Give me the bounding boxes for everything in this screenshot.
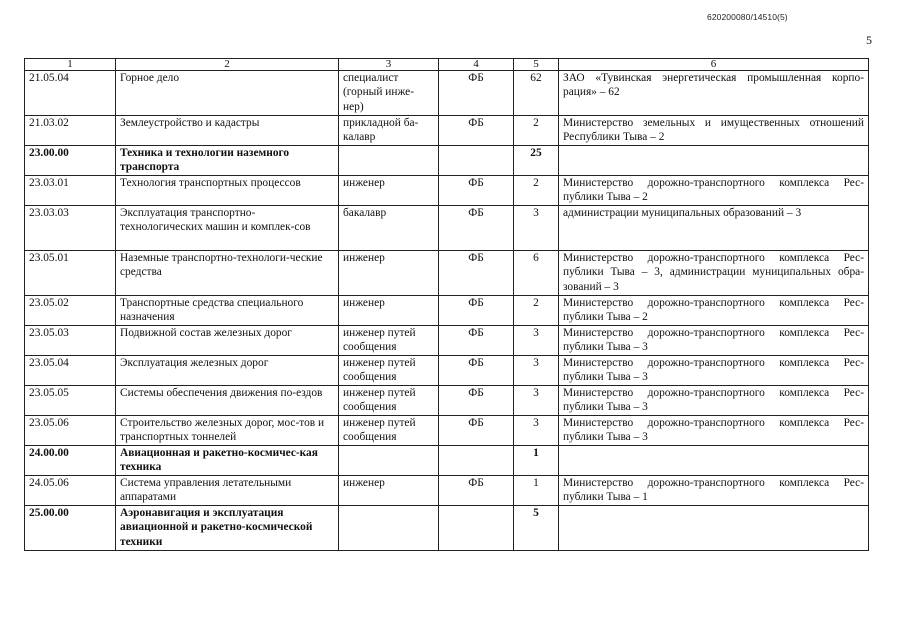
specialty-name-cell: Наземные транспортно-технологи-ческие средства bbox=[116, 250, 339, 295]
specialty-name-cell: Горное дело bbox=[116, 71, 339, 116]
table-body bbox=[25, 71, 869, 551]
funding-cell bbox=[439, 145, 514, 175]
table-row bbox=[25, 475, 869, 505]
count-cell: 3 bbox=[514, 415, 559, 445]
funding-cell: ФБ bbox=[439, 415, 514, 445]
qualification-cell: инженер bbox=[339, 175, 439, 205]
funding-cell: ФБ bbox=[439, 475, 514, 505]
qualification-cell: инженер путей сообщения bbox=[339, 355, 439, 385]
table-row bbox=[25, 205, 869, 250]
group-row bbox=[25, 505, 869, 550]
page-number: 5 bbox=[866, 33, 872, 47]
code-cell: 23.05.02 bbox=[25, 295, 116, 325]
distribution-cell: Министерство дорожно-транспортного комплекса Рес-публики Тыва – 1 bbox=[559, 475, 869, 505]
table-row bbox=[25, 355, 869, 385]
column-header: 5 bbox=[514, 59, 559, 71]
qualification-cell: инженер путей сообщения bbox=[339, 385, 439, 415]
qualification-cell: прикладной ба-калавр bbox=[339, 116, 439, 146]
code-cell: 23.05.05 bbox=[25, 385, 116, 415]
code-cell: 23.05.01 bbox=[25, 250, 116, 295]
column-header: 3 bbox=[339, 59, 439, 71]
specialty-name-cell: Строительство железных дорог, мос-тов и транспортных тоннелей bbox=[116, 415, 339, 445]
specialty-name-cell: Аэронавигация и эксплуатация авиационной и ракетно-космической техники bbox=[116, 505, 339, 550]
table-row bbox=[25, 175, 869, 205]
qualification-cell bbox=[339, 505, 439, 550]
specialty-name-cell: Подвижной состав железных дорог bbox=[116, 325, 339, 355]
funding-cell bbox=[439, 505, 514, 550]
document-id: 620200080/14510(5) bbox=[707, 12, 788, 22]
table-row bbox=[25, 415, 869, 445]
column-header: 4 bbox=[439, 59, 514, 71]
code-cell: 23.05.06 bbox=[25, 415, 116, 445]
qualification-cell: инженер путей сообщения bbox=[339, 325, 439, 355]
funding-cell: ФБ bbox=[439, 116, 514, 146]
group-row bbox=[25, 445, 869, 475]
qualification-cell: специалист (горный инже-нер) bbox=[339, 71, 439, 116]
specialty-name-cell: Техника и технологии наземного транспорта bbox=[116, 145, 339, 175]
code-cell: 24.00.00 bbox=[25, 445, 116, 475]
specialty-name-cell: Система управления летательными аппаратами bbox=[116, 475, 339, 505]
specialty-name-cell: Системы обеспечения движения по-ездов bbox=[116, 385, 339, 415]
funding-cell: ФБ bbox=[439, 325, 514, 355]
code-cell: 21.05.04 bbox=[25, 71, 116, 116]
distribution-cell: Министерство дорожно-транспортного комплекса Рес-публики Тыва – 3 bbox=[559, 325, 869, 355]
funding-cell: ФБ bbox=[439, 205, 514, 250]
code-cell: 23.05.03 bbox=[25, 325, 116, 355]
distribution-cell: Министерство дорожно-транспортного комплекса Рес-публики Тыва – 3 bbox=[559, 385, 869, 415]
count-cell: 6 bbox=[514, 250, 559, 295]
distribution-cell: администрации муниципальных образований – 3 bbox=[559, 205, 869, 250]
distribution-cell: ЗАО «Тувинская энергетическая промышленная корпо-рация» – 62 bbox=[559, 71, 869, 116]
count-cell: 2 bbox=[514, 116, 559, 146]
table-row bbox=[25, 71, 869, 116]
funding-cell: ФБ bbox=[439, 175, 514, 205]
qualification-cell: бакалавр bbox=[339, 205, 439, 250]
qualification-cell: инженер bbox=[339, 250, 439, 295]
count-cell: 3 bbox=[514, 205, 559, 250]
qualification-cell bbox=[339, 145, 439, 175]
column-header: 6 bbox=[559, 59, 869, 71]
count-cell: 3 bbox=[514, 355, 559, 385]
funding-cell: ФБ bbox=[439, 250, 514, 295]
distribution-cell: Министерство дорожно-транспортного комплекса Рес-публики Тыва – 2 bbox=[559, 175, 869, 205]
column-header: 2 bbox=[116, 59, 339, 71]
specialty-name-cell: Эксплуатация железных дорог bbox=[116, 355, 339, 385]
count-cell: 2 bbox=[514, 295, 559, 325]
specialty-name-cell: Технология транспортных процессов bbox=[116, 175, 339, 205]
code-cell: 25.00.00 bbox=[25, 505, 116, 550]
specialty-name-cell: Эксплуатация транспортно-технологических машин и комплек-сов bbox=[116, 205, 339, 250]
group-row bbox=[25, 145, 869, 175]
count-cell: 3 bbox=[514, 325, 559, 355]
table-row bbox=[25, 385, 869, 415]
distribution-cell bbox=[559, 445, 869, 475]
code-cell: 21.03.02 bbox=[25, 116, 116, 146]
distribution-cell: Министерство дорожно-транспортного комплекса Рес-публики Тыва – 2 bbox=[559, 295, 869, 325]
count-cell: 1 bbox=[514, 445, 559, 475]
code-cell: 23.00.00 bbox=[25, 145, 116, 175]
count-cell: 25 bbox=[514, 145, 559, 175]
distribution-cell: Министерство дорожно-транспортного комплекса Рес-публики Тыва – 3 bbox=[559, 415, 869, 445]
count-cell: 5 bbox=[514, 505, 559, 550]
funding-cell: ФБ bbox=[439, 385, 514, 415]
qualification-cell: инженер путей сообщения bbox=[339, 415, 439, 445]
qualification-cell: инженер bbox=[339, 295, 439, 325]
specialty-name-cell: Авиационная и ракетно-космичес-кая техника bbox=[116, 445, 339, 475]
funding-cell: ФБ bbox=[439, 355, 514, 385]
table-row bbox=[25, 295, 869, 325]
code-cell: 23.03.01 bbox=[25, 175, 116, 205]
specialty-name-cell: Землеустройство и кадастры bbox=[116, 116, 339, 146]
code-cell: 24.05.06 bbox=[25, 475, 116, 505]
funding-cell: ФБ bbox=[439, 295, 514, 325]
distribution-cell: Министерство дорожно-транспортного комплекса Рес-публики Тыва – 3, администрации муниципальных обра-зований – 3 bbox=[559, 250, 869, 295]
distribution-cell: Министерство земельных и имущественных отношений Республики Тыва – 2 bbox=[559, 116, 869, 146]
table-row bbox=[25, 116, 869, 146]
count-cell: 62 bbox=[514, 71, 559, 116]
distribution-cell bbox=[559, 145, 869, 175]
qualification-cell: инженер bbox=[339, 475, 439, 505]
code-cell: 23.05.04 bbox=[25, 355, 116, 385]
specialty-name-cell: Транспортные средства специального назначения bbox=[116, 295, 339, 325]
table-row bbox=[25, 325, 869, 355]
table-header-row bbox=[25, 59, 869, 71]
funding-cell bbox=[439, 445, 514, 475]
distribution-cell: Министерство дорожно-транспортного комплекса Рес-публики Тыва – 3 bbox=[559, 355, 869, 385]
table-row bbox=[25, 250, 869, 295]
funding-cell: ФБ bbox=[439, 71, 514, 116]
count-cell: 1 bbox=[514, 475, 559, 505]
distribution-cell bbox=[559, 505, 869, 550]
code-cell: 23.03.03 bbox=[25, 205, 116, 250]
count-cell: 3 bbox=[514, 385, 559, 415]
count-cell: 2 bbox=[514, 175, 559, 205]
qualification-cell bbox=[339, 445, 439, 475]
distribution-table bbox=[24, 58, 869, 551]
column-header: 1 bbox=[25, 59, 116, 71]
